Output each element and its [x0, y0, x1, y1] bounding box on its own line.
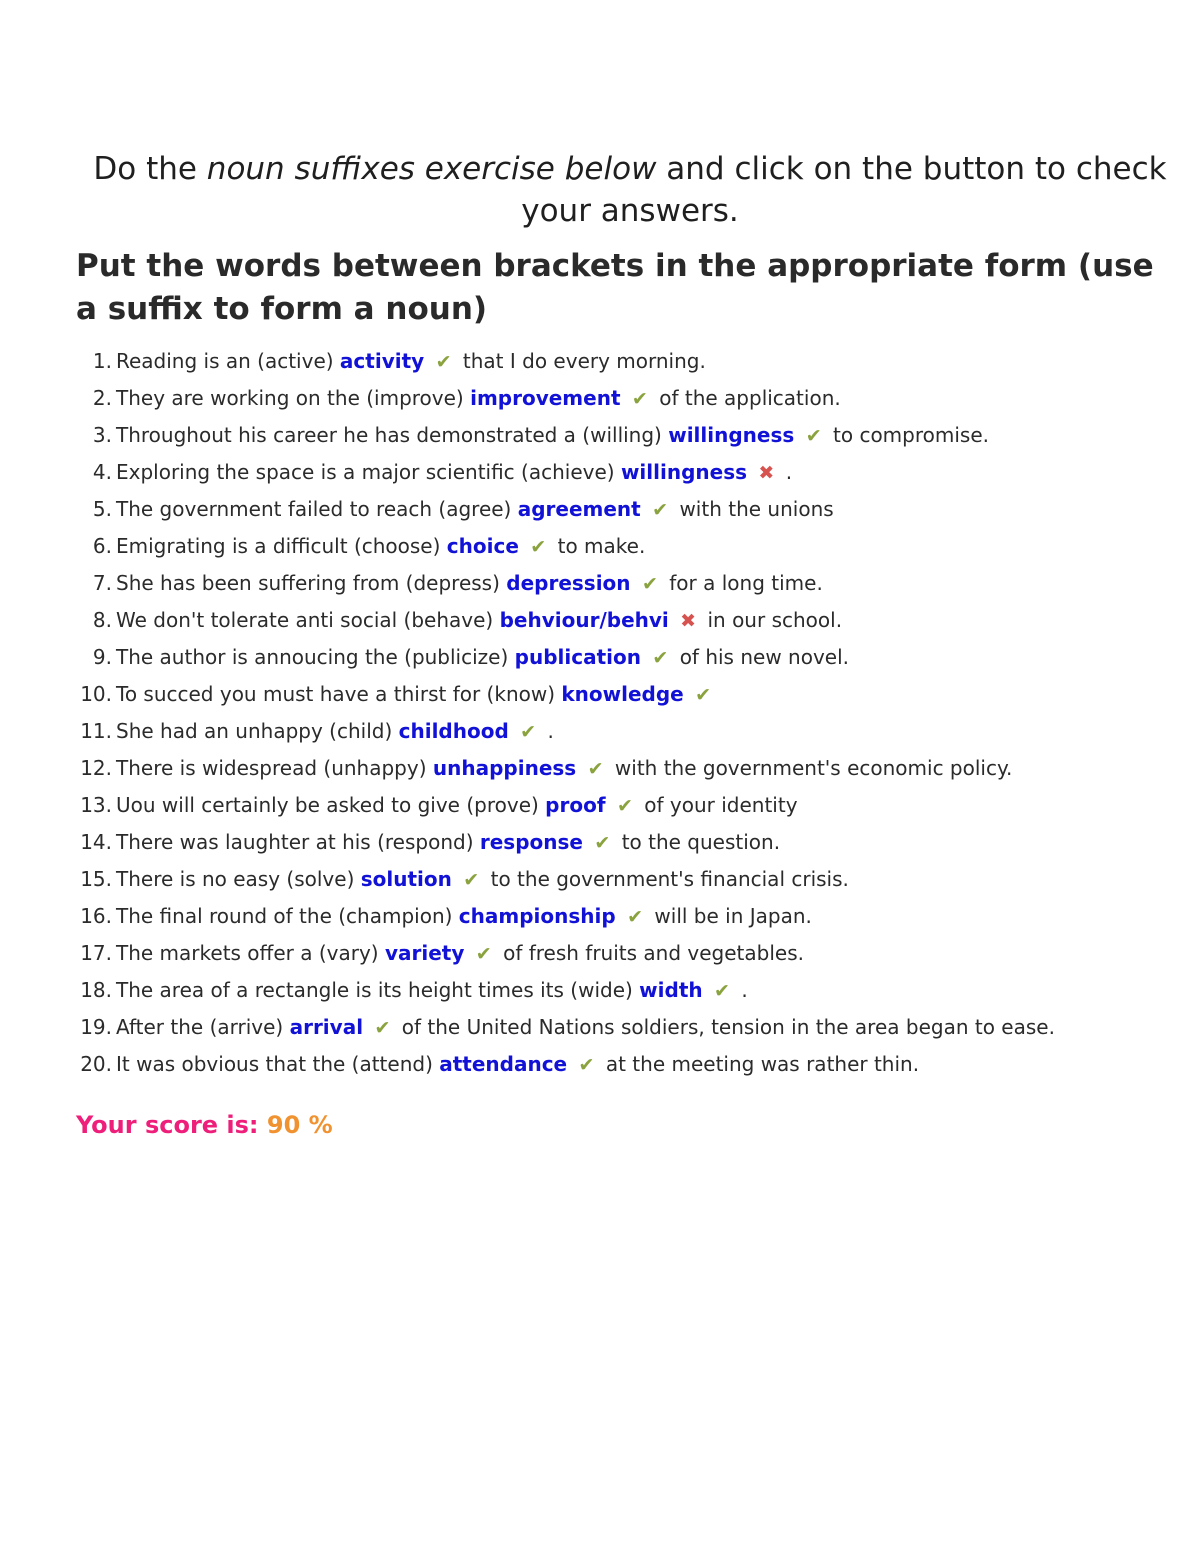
instructions-text-end: and click on the button to check your answers. [521, 151, 1167, 229]
sentence-start: Emigrating is a difficult (choose) [116, 534, 447, 558]
checkmark-icon: ✔ [475, 943, 492, 965]
checkmark-icon: ✔ [652, 499, 669, 521]
item-content [116, 713, 554, 751]
sentence-end: with the government's economic policy. [614, 756, 1013, 780]
exercise-item [0, 935, 1200, 972]
answer-input[interactable]: unhappiness [432, 756, 577, 780]
answer-input[interactable]: attendance [439, 1052, 568, 1076]
sentence-end: to the question. [621, 830, 781, 854]
item-content [116, 935, 804, 973]
exercise-item [0, 861, 1200, 898]
item-content [116, 454, 792, 492]
sentence-end: for a long time. [669, 571, 823, 595]
checkmark-icon: ✔ [695, 684, 712, 706]
item-content [116, 861, 849, 899]
sentence-end: that I do every morning. [462, 349, 706, 373]
instructions [60, 148, 1200, 232]
item-content [116, 972, 748, 1010]
sentence-end: will be in Japan. [654, 904, 812, 928]
sentence-start: The author is annoucing the (publicize) [116, 645, 515, 669]
item-number: 13. [80, 793, 112, 817]
sentence-start: Throughout his career he has demonstrated a (willing) [116, 423, 669, 447]
exercise-item [0, 565, 1200, 602]
sentence-start: Reading is an (active) [116, 349, 340, 373]
sentence-start: The final round of the (champion) [116, 904, 459, 928]
exercise-item [0, 713, 1200, 750]
checkmark-icon: ✔ [616, 795, 633, 817]
item-content [116, 602, 842, 640]
sentence-end: of fresh fruits and vegetables. [503, 941, 804, 965]
exercise-item [0, 898, 1200, 935]
answer-input[interactable]: willingness [668, 423, 795, 447]
answer-input[interactable]: activity [339, 349, 425, 373]
sentence-start: There was laughter at his (respond) [116, 830, 480, 854]
answer-input[interactable]: childhood [398, 719, 509, 743]
score-display [76, 1107, 333, 1143]
item-number: 4. [92, 460, 112, 484]
exercise-item [0, 454, 1200, 491]
item-number: 19. [80, 1015, 112, 1039]
instructions-emphasis: noun suffixes exercise below [206, 151, 657, 187]
item-content [116, 491, 834, 529]
sentence-start: There is no easy (solve) [116, 867, 361, 891]
item-number: 9. [92, 645, 112, 669]
item-number: 1. [92, 349, 112, 373]
answer-input[interactable]: depression [506, 571, 631, 595]
sentence-end: to make. [557, 534, 646, 558]
item-number: 6. [92, 534, 112, 558]
item-number: 2. [92, 386, 112, 410]
exercise-item [0, 417, 1200, 454]
checkmark-icon: ✔ [594, 832, 611, 854]
checkmark-icon: ✔ [435, 351, 452, 373]
item-content [116, 417, 989, 455]
answer-input[interactable]: arrival [289, 1015, 364, 1039]
checkmark-icon: ✔ [530, 536, 547, 558]
exercise-item [0, 639, 1200, 676]
item-content [116, 676, 716, 714]
item-content [116, 639, 849, 677]
checkmark-icon: ✔ [805, 425, 822, 447]
sentence-end: to the government's financial crisis. [490, 867, 849, 891]
exercise-item [0, 1046, 1200, 1083]
exercise-item [0, 528, 1200, 565]
item-number: 15. [80, 867, 112, 891]
checkmark-icon: ✔ [520, 721, 537, 743]
item-content [116, 1009, 1055, 1047]
answer-input[interactable]: behviour/behvi [499, 608, 669, 632]
cross-icon: ✖ [680, 610, 697, 632]
item-number: 3. [92, 423, 112, 447]
item-number: 16. [80, 904, 112, 928]
item-content [116, 750, 1012, 788]
sentence-start: They are working on the (improve) [116, 386, 471, 410]
sentence-start: The area of a rectangle is its height times its (wide) [116, 978, 640, 1002]
exercise-item [0, 750, 1200, 787]
answer-input[interactable]: agreement [517, 497, 641, 521]
item-content [116, 898, 812, 936]
checkmark-icon: ✔ [631, 388, 648, 410]
answer-input[interactable]: choice [446, 534, 519, 558]
sentence-end: . [547, 719, 554, 743]
sentence-start: Exploring the space is a major scientific (achieve) [116, 460, 621, 484]
checkmark-icon: ✔ [714, 980, 730, 1002]
exercise-item [0, 787, 1200, 824]
exercise-heading: Put the words between brackets in the appropriate form (use a suffix to form a noun) [76, 248, 1154, 327]
sentence-end: . [741, 978, 748, 1002]
answer-input[interactable]: improvement [470, 386, 621, 410]
instructions-text: Do the [93, 151, 207, 187]
exercise-item [0, 491, 1200, 528]
sentence-end: of the application. [659, 386, 841, 410]
sentence-start: She had an unhappy (child) [116, 719, 399, 743]
item-content [116, 528, 645, 566]
sentence-start: We don't tolerate anti social (behave) [116, 608, 500, 632]
score-value: 90 % [266, 1111, 333, 1139]
sentence-end: to compromise. [833, 423, 990, 447]
item-number: 8. [92, 608, 112, 632]
score-label: Your score is: [76, 1111, 267, 1139]
checkmark-icon: ✔ [463, 869, 480, 891]
item-number: 7. [92, 571, 112, 595]
answer-input[interactable]: knowledge [561, 682, 684, 706]
item-content [116, 1046, 919, 1084]
answer-input[interactable]: variety [384, 941, 465, 965]
item-content [116, 787, 798, 825]
item-number: 5. [92, 497, 112, 521]
exercise-item [0, 972, 1200, 1009]
sentence-start: The markets offer a (vary) [116, 941, 385, 965]
item-content [116, 824, 780, 862]
answer-input[interactable]: width [639, 978, 703, 1002]
sentence-start: Uou will certainly be asked to give (prove) [116, 793, 546, 817]
sentence-end: of the United Nations soldiers, tension in the area began to ease. [401, 1015, 1055, 1039]
item-number: 18. [80, 978, 112, 1002]
sentence-start: She has been suffering from (depress) [116, 571, 507, 595]
exercise-item [0, 824, 1200, 861]
answer-input[interactable]: championship [458, 904, 616, 928]
sentence-start: To succed you must have a thirst for (know) [116, 682, 562, 706]
exercise-item [0, 343, 1200, 380]
exercise-list [0, 343, 1200, 1083]
sentence-end: . [785, 460, 793, 484]
sentence-start: The government failed to reach (agree) [116, 497, 518, 521]
answer-input[interactable]: solution [360, 867, 452, 891]
item-content [116, 565, 823, 603]
exercise-item [0, 380, 1200, 417]
sentence-end: with the unions [679, 497, 834, 521]
checkmark-icon: ✔ [578, 1054, 595, 1076]
exercise-item [0, 602, 1200, 639]
item-number: 12. [80, 756, 112, 780]
item-number: 20. [80, 1052, 112, 1076]
item-number: 17. [80, 941, 112, 965]
checkmark-icon: ✔ [627, 906, 643, 928]
item-number: 11. [80, 719, 112, 743]
checkmark-icon: ✔ [652, 647, 669, 669]
answer-input[interactable]: willingness [620, 460, 748, 484]
sentence-end: of his new novel. [679, 645, 849, 669]
answer-input[interactable]: response [479, 830, 583, 854]
checkmark-icon: ✔ [587, 758, 604, 780]
item-content [116, 380, 841, 418]
sentence-start: After the (arrive) [116, 1015, 290, 1039]
sentence-start: There is widespread (unhappy) [116, 756, 433, 780]
cross-icon: ✖ [758, 462, 775, 484]
answer-input[interactable]: publication [514, 645, 641, 669]
sentence-end: at the meeting was rather thin. [605, 1052, 920, 1076]
item-content [116, 343, 706, 381]
exercise-item [0, 676, 1200, 713]
sentence-end: in our school. [707, 608, 843, 632]
checkmark-icon: ✔ [641, 573, 658, 595]
checkmark-icon: ✔ [374, 1017, 391, 1039]
item-number: 14. [80, 830, 112, 854]
exercise-item [0, 1009, 1200, 1046]
sentence-start: It was obvious that the (attend) [116, 1052, 440, 1076]
item-number: 10. [80, 682, 112, 706]
answer-input[interactable]: proof [545, 793, 606, 817]
sentence-end: of your identity [644, 793, 798, 817]
